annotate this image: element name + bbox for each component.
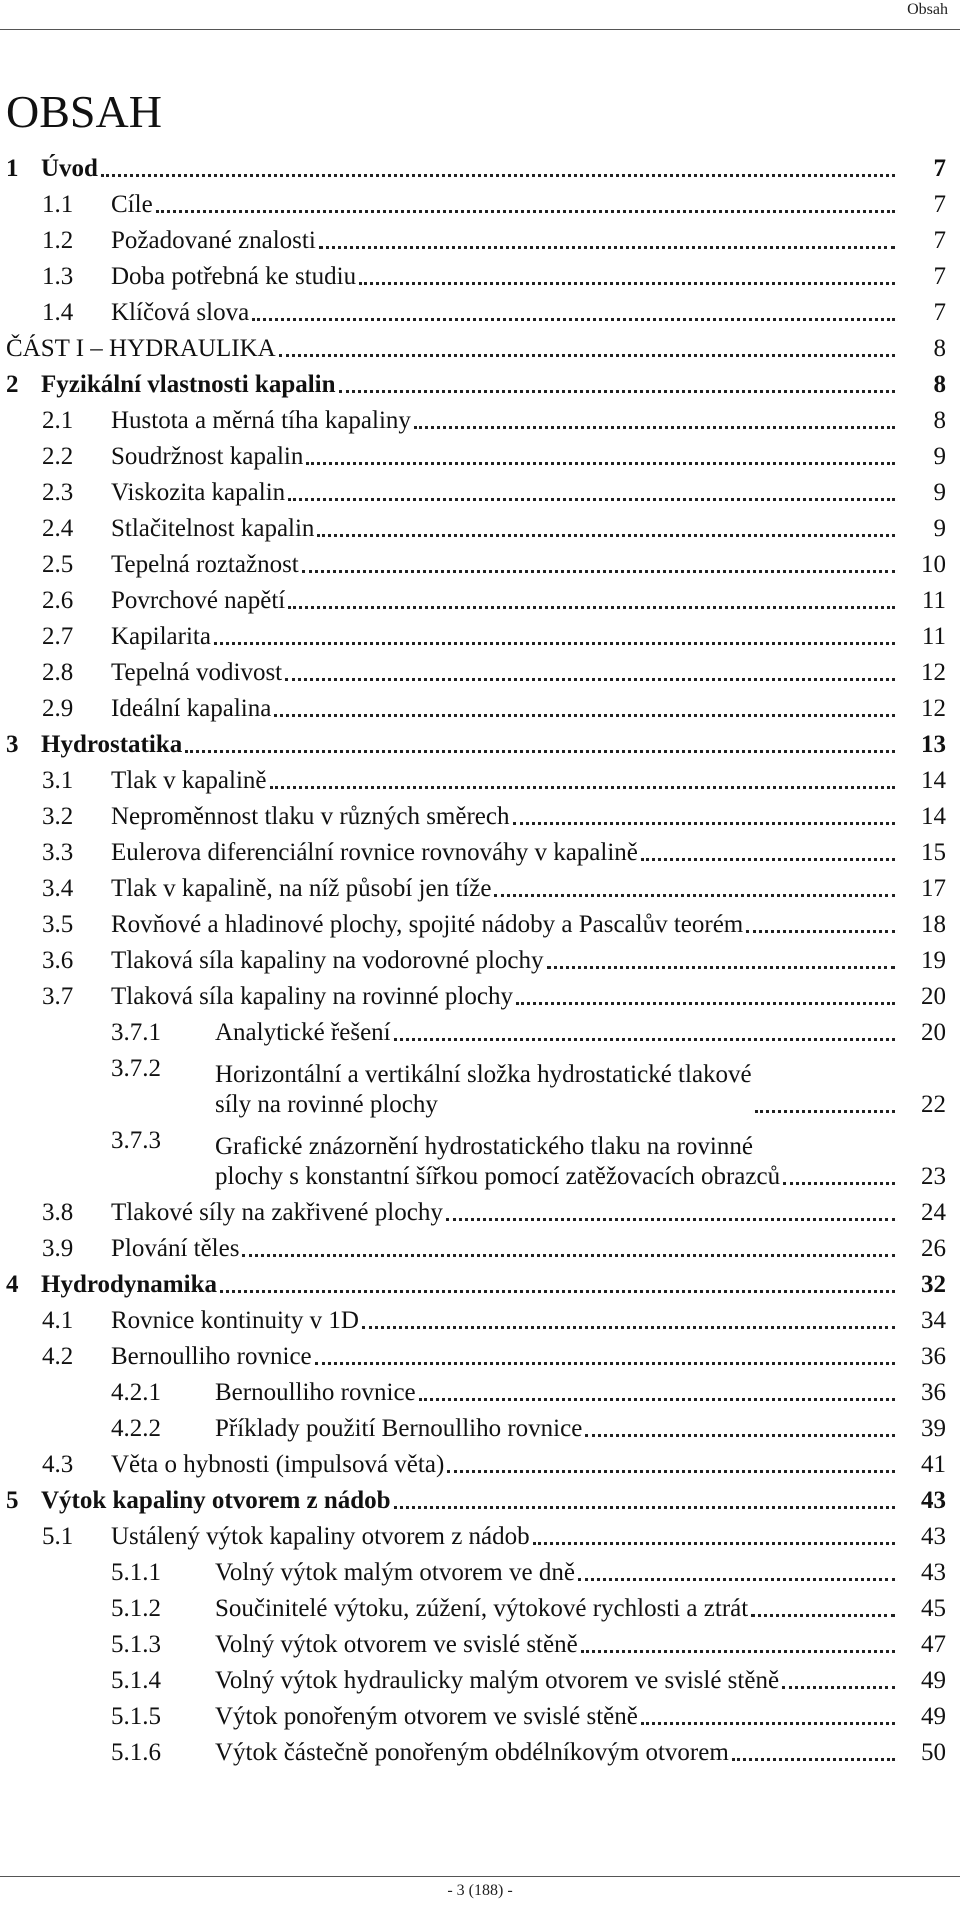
toc-entry-page: 26 [921, 1235, 946, 1262]
toc-entry[interactable] [0, 368, 960, 404]
toc-entry[interactable] [0, 1520, 960, 1556]
toc-entry-page: 47 [921, 1631, 946, 1658]
toc-entry-body [111, 658, 898, 692]
dot-leader [447, 1470, 895, 1473]
dot-leader [516, 1002, 895, 1005]
toc-entry-title: Viskozita kapalin [111, 479, 286, 506]
toc-entry-page: 36 [921, 1379, 946, 1406]
toc-entry-body [111, 298, 898, 332]
toc-entry-page: 34 [921, 1307, 946, 1334]
table-of-contents [0, 152, 960, 1772]
dot-leader [414, 426, 895, 429]
toc-entry-number: 3.7 [42, 983, 74, 1010]
toc-entry-number: 2.1 [42, 407, 74, 434]
dot-leader [547, 966, 895, 969]
toc-entry[interactable] [0, 584, 960, 620]
dot-leader [242, 1254, 895, 1257]
toc-entry-number: 5.1.3 [111, 1631, 161, 1658]
dot-leader [274, 714, 895, 717]
toc-entry[interactable] [0, 188, 960, 224]
toc-entry-page: 18 [921, 911, 946, 938]
toc-entry-number: 2.6 [42, 587, 74, 614]
dot-leader [783, 1182, 895, 1185]
toc-entry-body [215, 1414, 898, 1448]
toc-entry-body [215, 1666, 898, 1700]
toc-entry-title: Cíle [111, 191, 153, 218]
toc-entry-page: 14 [921, 767, 946, 794]
toc-entry-page: 19 [921, 947, 946, 974]
toc-entry-body [111, 766, 898, 800]
toc-entry[interactable] [0, 764, 960, 800]
toc-entry[interactable] [0, 1232, 960, 1268]
toc-entry-body [111, 442, 898, 476]
dot-leader [362, 1326, 895, 1329]
dot-leader [641, 858, 895, 861]
toc-entry-body [41, 730, 898, 764]
dot-leader [288, 498, 895, 501]
toc-entry-number: 2.3 [42, 479, 74, 506]
toc-entry-number: 1 [6, 155, 19, 182]
toc-entry-number: 5.1 [42, 1523, 74, 1550]
toc-entry-number: 1.2 [42, 227, 74, 254]
toc-entry-number: 2.9 [42, 695, 74, 722]
toc-entry-page: 8 [933, 407, 946, 434]
toc-entry[interactable] [0, 1052, 960, 1124]
toc-entry-title: Tlaková síla kapaliny na vodorovné plochy [111, 947, 544, 974]
toc-entry-page: 41 [921, 1451, 946, 1478]
toc-entry[interactable] [0, 1268, 960, 1304]
toc-entry-title: Povrchové napětí [111, 587, 286, 614]
toc-entry-page: 9 [933, 515, 946, 542]
toc-entry-number: 4.2.2 [111, 1415, 161, 1442]
dot-leader [339, 390, 895, 393]
toc-entry-page: 45 [921, 1595, 946, 1622]
dot-leader [585, 1434, 895, 1437]
dot-leader [220, 1290, 895, 1293]
toc-entry[interactable] [0, 1376, 960, 1412]
toc-entry-number: 2.7 [42, 623, 74, 650]
toc-entry[interactable] [0, 1196, 960, 1232]
dot-leader [101, 174, 895, 177]
toc-entry-body [215, 1738, 898, 1772]
dot-leader [513, 822, 896, 825]
toc-entry-number: 3.7.2 [111, 1055, 161, 1082]
toc-entry-title: Stlačitelnost kapalin [111, 515, 315, 542]
toc-entry-page: 20 [921, 983, 946, 1010]
toc-entry-body [111, 694, 898, 728]
dot-leader [185, 750, 895, 753]
toc-entry-title: ČÁST I – HYDRAULIKA [6, 335, 276, 362]
toc-entry-page: 9 [933, 479, 946, 506]
dot-leader [394, 1038, 895, 1041]
toc-entry-title: Tlaková síla kapaliny na rovinné plochy [111, 983, 513, 1010]
toc-entry-page: 43 [921, 1559, 946, 1586]
toc-entry-number: 3.3 [42, 839, 74, 866]
toc-entry[interactable] [0, 656, 960, 692]
toc-entry[interactable] [0, 1628, 960, 1664]
dot-leader [394, 1506, 895, 1509]
toc-entry-body [111, 478, 898, 512]
toc-entry-page: 49 [921, 1667, 946, 1694]
dot-leader [156, 210, 895, 213]
toc-entry-page: 11 [921, 587, 946, 614]
toc-entry[interactable] [0, 944, 960, 980]
toc-entry-number: 3.7.1 [111, 1019, 161, 1046]
toc-entry-body [6, 334, 898, 368]
toc-entry-number: 3.2 [42, 803, 74, 830]
toc-entry-page: 10 [921, 551, 946, 578]
toc-entry-page: 20 [921, 1019, 946, 1046]
toc-entry-page: 7 [933, 155, 946, 182]
toc-entry-page: 12 [921, 659, 946, 686]
toc-entry-page: 7 [933, 227, 946, 254]
toc-entry[interactable] [0, 512, 960, 548]
toc-entry-body [111, 550, 898, 584]
toc-entry-title: Rovňové a hladinové plochy, spojité nádoby a Pascalův teorém [111, 911, 744, 938]
dot-leader [578, 1578, 895, 1581]
toc-entry-number: 5.1.6 [111, 1739, 161, 1766]
toc-entry-page: 12 [921, 695, 946, 722]
toc-entry[interactable] [0, 1592, 960, 1628]
toc-entry-title: Úvod [41, 155, 98, 182]
toc-entry-title: Výtok ponořeným otvorem ve svislé stěně [215, 1703, 638, 1730]
toc-entry-body [215, 1060, 898, 1124]
toc-entry-page: 39 [921, 1415, 946, 1442]
toc-entry[interactable] [0, 1484, 960, 1520]
toc-entry-title: Klíčová slova [111, 299, 250, 326]
toc-entry-body [41, 370, 898, 404]
toc-entry-body [41, 1270, 898, 1304]
toc-entry-title: Tlak v kapalině, na níž působí jen tíže [111, 875, 492, 902]
toc-entry-number: 3.4 [42, 875, 74, 902]
toc-entry-number: 3.7.3 [111, 1127, 161, 1154]
toc-entry-body [111, 586, 898, 620]
toc-entry-page: 43 [921, 1487, 946, 1514]
toc-entry-title: Tepelná roztažnost [111, 551, 299, 578]
toc-entry-body [215, 1630, 898, 1664]
toc-entry[interactable] [0, 548, 960, 584]
dot-leader [419, 1398, 895, 1401]
toc-entry-title: Grafické znázornění hydrostatického tlaku na rovinné plochy s konstantní šířkou pomocí zatěžovacích obrazců [215, 1133, 781, 1190]
toc-entry[interactable] [0, 1736, 960, 1772]
toc-entry-body [215, 1132, 898, 1196]
toc-entry-page: 13 [921, 731, 946, 758]
toc-entry-number: 1.3 [42, 263, 74, 290]
toc-entry-body [111, 1522, 898, 1556]
dot-leader [319, 246, 895, 249]
dot-leader [581, 1650, 895, 1653]
toc-entry-body [111, 262, 898, 296]
toc-entry-page: 7 [933, 299, 946, 326]
toc-entry-title: Příklady použití Bernoulliho rovnice [215, 1415, 583, 1442]
toc-entry-number: 4.2 [42, 1343, 74, 1370]
toc-entry[interactable] [0, 296, 960, 332]
dot-leader [302, 570, 895, 573]
toc-entry-number: 1.1 [42, 191, 74, 218]
dot-leader [285, 678, 895, 681]
dot-leader [755, 1110, 895, 1113]
toc-entry-title: Hydrostatika [41, 731, 183, 758]
toc-entry-body [111, 982, 898, 1016]
toc-entry[interactable] [0, 476, 960, 512]
toc-entry-title: Rovnice kontinuity v 1D [111, 1307, 359, 1334]
toc-entry-body [215, 1558, 898, 1592]
toc-entry-body [111, 838, 898, 872]
dot-leader [746, 930, 895, 933]
toc-entry-title: Věta o hybnosti (impulsová věta) [111, 1451, 445, 1478]
toc-entry-body [111, 802, 898, 836]
toc-entry[interactable] [0, 1016, 960, 1052]
toc-entry[interactable] [0, 1412, 960, 1448]
toc-entry-title: Bernoulliho rovnice [215, 1379, 416, 1406]
running-header: Obsah [907, 1, 948, 18]
toc-entry-body [111, 910, 898, 944]
toc-entry-number: 5 [6, 1487, 19, 1514]
toc-entry-title: Ideální kapalina [111, 695, 272, 722]
toc-entry-title: Neproměnnost tlaku v různých směrech [111, 803, 510, 830]
toc-entry-title: Ustálený výtok kapaliny otvorem z nádob [111, 1523, 530, 1550]
toc-entry-title: Výtok kapaliny otvorem z nádob [41, 1487, 391, 1514]
dot-leader [315, 1362, 895, 1365]
toc-entry[interactable] [0, 440, 960, 476]
footer-rule [0, 1876, 960, 1877]
toc-entry-page: 14 [921, 803, 946, 830]
toc-entry-page: 9 [933, 443, 946, 470]
toc-entry-title: Kapilarita [111, 623, 211, 650]
toc-entry-body [111, 226, 898, 260]
toc-entry[interactable] [0, 1664, 960, 1700]
page-number: - 3 (188) - [447, 1882, 513, 1899]
toc-entry-number: 2.2 [42, 443, 74, 470]
toc-entry[interactable] [0, 1448, 960, 1484]
toc-entry-page: 43 [921, 1523, 946, 1550]
toc-entry-number: 3.9 [42, 1235, 74, 1262]
dot-leader [270, 786, 896, 789]
dot-leader [279, 354, 895, 357]
dot-leader [533, 1542, 895, 1545]
toc-entry-body [111, 1198, 898, 1232]
toc-entry-number: 5.1.4 [111, 1667, 161, 1694]
toc-entry-number: 5.1.5 [111, 1703, 161, 1730]
toc-entry-number: 4.2.1 [111, 1379, 161, 1406]
toc-entry[interactable] [0, 620, 960, 656]
toc-entry[interactable] [0, 1340, 960, 1376]
toc-entry-number: 2.4 [42, 515, 74, 542]
toc-entry-body [111, 874, 898, 908]
toc-entry-title: Volný výtok otvorem ve svislé stěně [215, 1631, 578, 1658]
toc-entry-title: Doba potřebná ke studiu [111, 263, 357, 290]
toc-entry-title: Plování těles [111, 1235, 240, 1262]
toc-entry-number: 5.1.2 [111, 1595, 161, 1622]
toc-entry-number: 3 [6, 731, 19, 758]
toc-entry-title: Horizontální a vertikální složka hydrostatické tlakové síly na rovinné plochy [215, 1061, 752, 1118]
toc-entry-title: Volný výtok hydraulicky malým otvorem ve svislé stěně [215, 1667, 780, 1694]
toc-entry-title: Eulerova diferenciální rovnice rovnováhy v kapalině [111, 839, 638, 866]
toc-entry-page: 7 [933, 191, 946, 218]
toc-entry-page: 49 [921, 1703, 946, 1730]
toc-entry-title: Tlak v kapalině [111, 767, 267, 794]
dot-leader [751, 1614, 895, 1617]
dot-leader [317, 534, 895, 537]
toc-entry-number: 3.8 [42, 1199, 74, 1226]
toc-entry-body [215, 1018, 898, 1052]
toc-entry[interactable] [0, 800, 960, 836]
toc-entry-title: Tepelná vodivost [111, 659, 283, 686]
toc-entry-number: 5.1.1 [111, 1559, 161, 1586]
toc-entry-page: 32 [921, 1271, 946, 1298]
toc-entry-page: 17 [921, 875, 946, 902]
toc-entry[interactable] [0, 1700, 960, 1736]
toc-entry-title: Hustota a měrná tíha kapaliny [111, 407, 411, 434]
toc-entry[interactable] [0, 872, 960, 908]
toc-entry-number: 3.6 [42, 947, 74, 974]
toc-entry-body [111, 1234, 898, 1268]
toc-entry-body [111, 406, 898, 440]
dot-leader [494, 894, 895, 897]
toc-entry-body [215, 1378, 898, 1412]
toc-entry-page: 50 [921, 1739, 946, 1766]
toc-entry-title: Bernoulliho rovnice [111, 1343, 312, 1370]
toc-entry-number: 3.5 [42, 911, 74, 938]
page-title: OBSAH [6, 86, 162, 137]
toc-entry[interactable] [0, 1124, 960, 1196]
toc-entry-number: 2.8 [42, 659, 74, 686]
toc-entry[interactable] [0, 404, 960, 440]
toc-entry-page: 8 [933, 371, 946, 398]
toc-entry-body [215, 1594, 898, 1628]
toc-entry-page: 24 [921, 1199, 946, 1226]
toc-entry-number: 2.5 [42, 551, 74, 578]
toc-entry[interactable] [0, 152, 960, 188]
toc-entry-body [111, 946, 898, 980]
toc-entry[interactable] [0, 836, 960, 872]
toc-entry-page: 36 [921, 1343, 946, 1370]
toc-entry-title: Požadované znalosti [111, 227, 316, 254]
toc-entry-body [215, 1702, 898, 1736]
toc-entry-number: 3.1 [42, 767, 74, 794]
dot-leader [359, 282, 895, 285]
toc-entry-body [41, 1486, 898, 1520]
toc-entry-title: Fyzikální vlastnosti kapalin [41, 371, 336, 398]
dot-leader [252, 318, 895, 321]
toc-entry[interactable] [0, 1304, 960, 1340]
toc-entry-body [111, 1450, 898, 1484]
toc-entry-number: 4.1 [42, 1307, 74, 1334]
toc-entry-body [111, 1306, 898, 1340]
toc-entry-title: Volný výtok malým otvorem ve dně [215, 1559, 575, 1586]
toc-entry-number: 4 [6, 1271, 19, 1298]
dot-leader [306, 462, 895, 465]
toc-entry-body [111, 190, 898, 224]
toc-entry-title: Analytické řešení [215, 1019, 391, 1046]
toc-entry-page: 7 [933, 263, 946, 290]
toc-entry-title: Součinitelé výtoku, zúžení, výtokové rychlosti a ztrát [215, 1595, 749, 1622]
toc-entry-title: Hydrodynamika [41, 1271, 217, 1298]
toc-entry[interactable] [0, 980, 960, 1016]
toc-entry-number: 4.3 [42, 1451, 74, 1478]
toc-entry-page: 23 [921, 1163, 946, 1190]
toc-entry[interactable] [0, 908, 960, 944]
toc-entry-body [111, 622, 898, 656]
toc-entry[interactable] [0, 1556, 960, 1592]
toc-entry[interactable] [0, 332, 960, 368]
toc-entry-title: Výtok částečně ponořeným obdélníkovým otvorem [215, 1739, 729, 1766]
toc-entry-title: Tlakové síly na zakřivené plochy [111, 1199, 443, 1226]
toc-entry-number: 1.4 [42, 299, 74, 326]
toc-entry-page: 11 [921, 623, 946, 650]
dot-leader [288, 606, 895, 609]
header-rule [0, 29, 960, 30]
toc-entry-body [41, 154, 898, 188]
dot-leader [446, 1218, 895, 1221]
dot-leader [214, 642, 895, 645]
toc-entry-page: 15 [921, 839, 946, 866]
toc-entry[interactable] [0, 728, 960, 764]
toc-entry-page: 22 [921, 1091, 946, 1118]
dot-leader [732, 1758, 895, 1761]
dot-leader [641, 1722, 895, 1725]
dot-leader [782, 1686, 895, 1689]
toc-entry[interactable] [0, 224, 960, 260]
toc-entry[interactable] [0, 692, 960, 728]
toc-entry-page: 8 [933, 335, 946, 362]
toc-entry-number: 2 [6, 371, 19, 398]
toc-entry[interactable] [0, 260, 960, 296]
toc-entry-body [111, 514, 898, 548]
toc-entry-title: Soudržnost kapalin [111, 443, 304, 470]
toc-entry-body [111, 1342, 898, 1376]
